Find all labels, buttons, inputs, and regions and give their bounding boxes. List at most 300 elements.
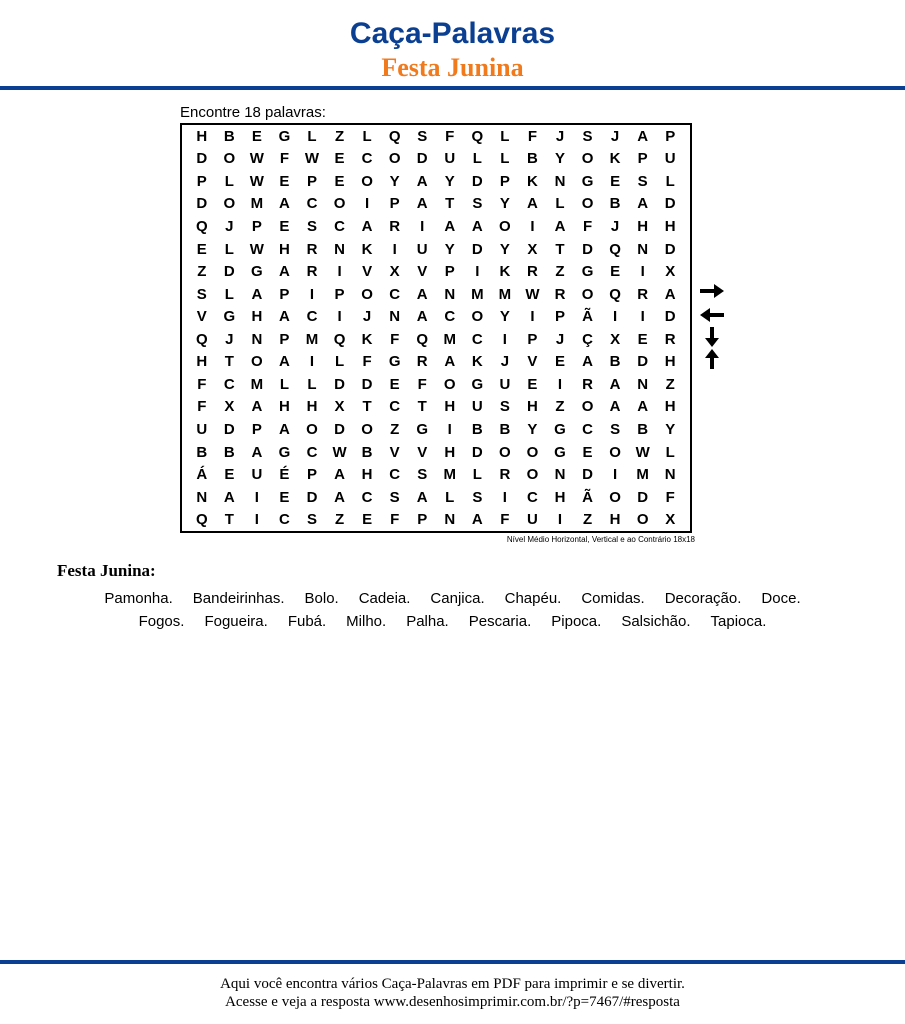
grid-letter: Y [444, 172, 455, 190]
grid-letter: D [637, 488, 649, 506]
grid-letter: O [223, 150, 236, 168]
grid-letter: Ã [582, 308, 593, 326]
grid-letter: C [306, 195, 318, 213]
grid-letter: V [417, 263, 428, 281]
grid-letter: F [279, 150, 290, 168]
grid-letter: E [527, 375, 538, 393]
footer-line-1: Aqui você encontra vários Caça-Palavras em PDF para imprimir e se divertir. [220, 976, 685, 992]
grid-letter: O [609, 443, 621, 461]
arrow-down-icon [698, 326, 726, 348]
grid-letter: F [390, 511, 400, 529]
grid-letter: K [361, 330, 373, 348]
grid-letter: L [472, 466, 482, 484]
grid-letter: C [527, 488, 538, 506]
grid-letter: W [249, 172, 264, 190]
grid-letter: A [444, 217, 456, 235]
grid-letter: Y [499, 195, 510, 213]
grid-letter: B [637, 420, 649, 438]
grid-letter: O [499, 217, 511, 235]
grid-letter: I [337, 263, 342, 281]
grid-letter: D [664, 308, 676, 326]
grid-letter: T [224, 353, 234, 371]
grid-letter: V [389, 443, 400, 461]
grid-letter: E [362, 511, 373, 529]
grid-letter: I [613, 308, 618, 326]
grid-letter: Z [582, 511, 593, 529]
grid-letter: P [279, 285, 290, 303]
grid-letter: W [635, 443, 650, 461]
puzzle-instruction: Encontre 18 palavras: [180, 104, 326, 121]
grid-letter: V [417, 443, 428, 461]
grid-letter: D [361, 375, 373, 393]
grid-letter: J [225, 330, 234, 348]
grid-letter: U [444, 150, 456, 168]
grid-letter: J [555, 127, 565, 145]
arrow-up-icon [698, 348, 726, 370]
grid-letter: D [306, 488, 318, 506]
grid-letter: E [610, 263, 621, 281]
grid-letter: D [471, 240, 483, 258]
grid-letter: A [416, 195, 428, 213]
grid-letter: I [502, 330, 507, 348]
grid-letter: S [306, 217, 317, 235]
word-item: Fogos. [138, 613, 185, 630]
grid-letter: H [664, 217, 676, 235]
grid-letter: T [224, 511, 234, 529]
grid-letter: A [334, 466, 345, 484]
grid-letter: E [389, 375, 400, 393]
grid-letter: T [445, 195, 455, 213]
grid-letter: E [610, 172, 621, 190]
grid-letter: P [279, 330, 290, 348]
grid-letter: X [665, 511, 676, 529]
word-item: Doce. [761, 590, 801, 607]
grid-letter: G [581, 263, 594, 281]
word-item: Pescaria. [468, 613, 532, 630]
grid-letter: U [527, 511, 538, 529]
grid-letter: M [443, 330, 457, 348]
grid-letter: P [334, 285, 345, 303]
grid-letter: R [527, 263, 538, 281]
word-item: Salsichão. [621, 613, 691, 630]
grid-letter: L [362, 127, 372, 145]
grid-letter: E [279, 217, 290, 235]
grid-letter: H [361, 466, 373, 484]
grid-letter: S [499, 398, 510, 416]
grid-letter: W [525, 285, 540, 303]
grid-letter: A [334, 488, 345, 506]
arrow-left-icon [698, 304, 726, 326]
grid-letter: O [581, 285, 594, 303]
grid-letter: P [417, 511, 428, 529]
grid-letter: M [250, 195, 264, 213]
grid-letter: G [416, 420, 429, 438]
grid-letter: C [582, 420, 593, 438]
grid-letter: O [526, 466, 539, 484]
grid-letter: W [304, 150, 320, 168]
page-subtitle: Festa Junina [381, 53, 524, 82]
grid-letter: G [554, 443, 566, 461]
grid-letter: L [279, 375, 290, 393]
grid-letter: K [527, 172, 538, 190]
grid-letter: O [581, 150, 594, 168]
grid-letter: N [444, 285, 456, 303]
word-list-row-1 [0, 589, 905, 609]
grid-letter: Q [333, 330, 346, 348]
grid-letter: I [420, 217, 425, 235]
grid-letter: E [251, 127, 262, 145]
grid-letter: N [554, 466, 566, 484]
grid-letter: R [306, 263, 318, 281]
grid-letter: I [309, 285, 315, 303]
grid-letter: N [334, 240, 345, 258]
grid-letter: A [637, 195, 649, 213]
grid-letter: I [337, 308, 342, 326]
grid-letter: Q [416, 330, 429, 348]
grid-letter: W [249, 240, 264, 258]
grid-letter: Z [555, 263, 565, 281]
grid-letter: A [637, 127, 649, 145]
grid-letter: L [224, 285, 234, 303]
grid-letter: C [361, 150, 373, 168]
grid-letter: I [640, 308, 645, 326]
grid-letter: I [530, 308, 535, 326]
grid-letter: R [389, 217, 401, 235]
grid-letter: Y [554, 150, 565, 168]
footer-line-2: Acesse e veja a resposta www.desenhosimprimir.com.br/?p=7467/#resposta [225, 994, 680, 1010]
grid-letter: C [389, 285, 401, 303]
grid-letter: Z [334, 511, 345, 529]
grid-letter: N [554, 172, 566, 190]
grid-letter: I [557, 511, 563, 529]
grid-letter: F [390, 330, 400, 348]
grid-letter: L [665, 443, 675, 461]
grid-letter: I [254, 488, 259, 506]
grid-letter: I [392, 240, 397, 258]
grid-letter: Ç [582, 330, 593, 348]
grid-letter: L [307, 375, 317, 393]
grid-letter: Z [665, 375, 675, 393]
grid-letter: C [306, 443, 318, 461]
grid-letter: Y [444, 240, 455, 258]
grid-letter: P [637, 150, 648, 168]
grid-letter: K [499, 263, 511, 281]
grid-letter: S [389, 488, 400, 506]
grid-letter: O [223, 195, 236, 213]
grid-letter: F [197, 398, 207, 416]
grid-letter: S [582, 127, 593, 145]
grid-letter: X [389, 263, 400, 281]
grid-letter: A [416, 172, 428, 190]
grid-letter: I [475, 263, 480, 281]
grid-letter: C [444, 308, 456, 326]
grid-letter: Q [609, 240, 621, 258]
grid-letter: L [472, 150, 482, 168]
grid-letter: R [637, 285, 649, 303]
grid-letter: A [251, 443, 263, 461]
grid-letter: S [637, 172, 648, 190]
grid-letter: F [197, 375, 207, 393]
grid-letter: O [361, 420, 373, 438]
grid-letter: P [554, 308, 565, 326]
grid-letter: A [471, 217, 483, 235]
grid-letter: Q [471, 127, 484, 145]
grid-letter: F [445, 127, 455, 145]
grid-letter: X [334, 398, 345, 416]
grid-letter: L [500, 150, 510, 168]
grid-letter: U [664, 150, 676, 168]
grid-letter: I [613, 466, 618, 484]
grid-letter: I [365, 195, 370, 213]
grid-letter: A [279, 420, 290, 438]
grid-letter: E [554, 353, 565, 371]
grid-letter: D [196, 195, 208, 213]
grid-letter: T [362, 398, 372, 416]
grid-letter: A [609, 375, 621, 393]
grid-letter: O [581, 398, 594, 416]
grid-letter: J [610, 217, 620, 235]
grid-letter: D [223, 263, 235, 281]
grid-letter: D [334, 420, 345, 438]
grid-letter: A [416, 285, 428, 303]
grid-letter: O [636, 511, 649, 529]
grid-letter: Z [390, 420, 400, 438]
grid-letter: K [471, 353, 483, 371]
grid-letter: Q [195, 217, 208, 235]
grid-letter: U [196, 420, 208, 438]
grid-letter: J [362, 308, 372, 326]
word-item: Comidas. [581, 590, 645, 607]
grid-letter: O [251, 353, 263, 371]
grid-letter: A [416, 488, 428, 506]
grid-letter: I [309, 353, 315, 371]
grid-letter: L [665, 172, 675, 190]
grid-letter: K [609, 150, 621, 168]
grid-letter: S [417, 466, 428, 484]
grid-letter: S [472, 488, 483, 506]
grid-letter: É [279, 466, 290, 484]
grid-letter: S [472, 195, 483, 213]
word-item: Pipoca. [551, 613, 602, 630]
grid-letter: N [444, 511, 456, 529]
grid-letter: H [609, 511, 621, 529]
word-list-heading: Festa Junina: [57, 561, 156, 580]
grid-letter: U [416, 240, 428, 258]
word-item: Milho. [346, 613, 387, 630]
grid-letter: B [609, 195, 621, 213]
grid-letter: B [527, 150, 538, 168]
grid-letter: K [361, 240, 373, 258]
grid-letter: R [554, 285, 566, 303]
grid-letter: O [499, 443, 511, 461]
grid-letter: D [334, 375, 345, 393]
grid-letter: L [224, 172, 234, 190]
grid-letter: D [223, 420, 235, 438]
grid-letter: P [306, 172, 317, 190]
grid-letter: V [362, 263, 373, 281]
grid-letter: X [665, 263, 676, 281]
grid-letter: P [444, 263, 455, 281]
grid-letter: H [279, 398, 290, 416]
grid-letter: O [361, 285, 373, 303]
grid-letter: R [306, 240, 318, 258]
word-item: Chapéu. [504, 590, 562, 607]
grid-letter: L [307, 127, 317, 145]
grid-letter: C [306, 308, 318, 326]
grid-letter: A [279, 195, 290, 213]
word-item: Bandeirinhas. [192, 590, 285, 607]
word-list-row-2 [0, 612, 905, 632]
grid-letter: J [555, 330, 565, 348]
grid-letter: O [388, 150, 401, 168]
grid-letter: C [223, 375, 235, 393]
grid-letter: B [223, 127, 235, 145]
grid-letter: Y [499, 308, 510, 326]
arrow-right-icon [698, 280, 726, 302]
grid-letter: C [389, 398, 401, 416]
grid-letter: G [471, 375, 484, 393]
grid-letter: L [555, 195, 565, 213]
page-title: Caça-Palavras [349, 17, 556, 50]
grid-letter: F [665, 488, 675, 506]
grid-letter: B [609, 353, 621, 371]
grid-letter: O [333, 195, 346, 213]
grid-letter: F [362, 353, 372, 371]
grid-letter: A [416, 308, 428, 326]
grid-letter: P [306, 466, 317, 484]
grid-letter: J [500, 353, 510, 371]
grid-letter: J [610, 127, 620, 145]
grid-letter: H [196, 127, 208, 145]
grid-letter: P [251, 420, 262, 438]
grid-letter: H [664, 353, 676, 371]
grid-letter: L [224, 240, 234, 258]
word-search-grid [180, 123, 692, 533]
grid-letter: G [388, 353, 401, 371]
header-divider [0, 86, 905, 90]
grid-letter: Q [195, 330, 208, 348]
grid-letter: I [254, 511, 259, 529]
grid-letter: P [499, 172, 510, 190]
grid-letter: A [279, 308, 290, 326]
grid-letter: R [416, 353, 428, 371]
grid-letter: Z [197, 263, 207, 281]
grid-letter: E [279, 172, 290, 190]
grid-letter: H [444, 398, 456, 416]
grid-letter: R [664, 330, 676, 348]
grid-letter: T [555, 240, 565, 258]
grid-letter: A [361, 217, 373, 235]
grid-letter: Ã [582, 488, 593, 506]
word-item: Cadeia. [358, 590, 411, 607]
grid-letter: I [502, 488, 507, 506]
grid-letter: V [527, 353, 538, 371]
grid-letter: P [389, 195, 400, 213]
grid-letter: T [417, 398, 427, 416]
grid-letter: X [610, 330, 621, 348]
grid-letter: C [361, 488, 373, 506]
grid-letter: I [447, 420, 452, 438]
grid-letter: S [306, 511, 317, 529]
grid-letter: H [251, 308, 263, 326]
grid-letter: D [637, 353, 649, 371]
grid-letter: Y [499, 240, 510, 258]
grid-letter: G [278, 443, 291, 461]
grid-letter: C [279, 511, 290, 529]
grid-letter: H [444, 443, 456, 461]
grid-letter: P [196, 172, 207, 190]
grid-letter: F [417, 375, 427, 393]
grid-letter: A [527, 195, 538, 213]
grid-letter: E [582, 443, 593, 461]
grid-letter: P [251, 217, 262, 235]
grid-letter: M [305, 330, 319, 348]
grid-letter: O [306, 420, 318, 438]
word-item: Fogueira. [204, 613, 268, 630]
grid-letter: E [196, 240, 207, 258]
grid-letter: E [334, 172, 345, 190]
grid-letter: A [664, 285, 676, 303]
grid-letter: F [527, 127, 538, 145]
grid-letter: N [196, 488, 208, 506]
grid-letter: L [500, 127, 510, 145]
grid-letter: C [334, 217, 345, 235]
grid-letter: A [609, 398, 621, 416]
grid-letter: S [417, 127, 428, 145]
grid-letter: D [471, 443, 483, 461]
grid-letter: A [444, 353, 456, 371]
grid-letter: E [334, 150, 345, 168]
grid-letter: M [498, 285, 512, 303]
grid-letter: R [582, 375, 593, 393]
grid-letter: O [609, 488, 621, 506]
grid-letter: G [581, 172, 594, 190]
grid-letter: P [665, 127, 676, 145]
grid-letter: Z [555, 398, 565, 416]
grid-letter: N [637, 240, 649, 258]
grid-letter: D [664, 240, 676, 258]
grid-letter: A [554, 217, 566, 235]
grid-letter: D [196, 150, 208, 168]
grid-letter: Q [609, 285, 621, 303]
level-note: Nível Médio Horizontal, Vertical e ao Contrário 18x18 [506, 535, 695, 544]
grid-letter: O [361, 172, 373, 190]
grid-letter: Q [195, 511, 208, 529]
grid-letter: Á [196, 466, 208, 484]
grid-letter: L [334, 353, 345, 371]
grid-letter: E [224, 466, 235, 484]
grid-letter: B [361, 443, 373, 461]
grid-letter: G [278, 127, 291, 145]
grid-letter: W [249, 150, 264, 168]
grid-letter: A [279, 353, 290, 371]
grid-letter: P [527, 330, 538, 348]
grid-letter: X [224, 398, 235, 416]
grid-letter: N [664, 466, 676, 484]
grid-letter: L [445, 488, 455, 506]
grid-letter: Q [388, 127, 401, 145]
grid-letter: E [637, 330, 648, 348]
grid-letter: O [471, 308, 484, 326]
grid-letter: A [251, 398, 263, 416]
grid-letter: I [530, 217, 535, 235]
grid-letter: C [471, 330, 483, 348]
grid-letter: A [223, 488, 235, 506]
grid-letter: O [581, 195, 594, 213]
grid-letter: B [499, 420, 511, 438]
grid-letter: M [250, 375, 264, 393]
grid-letter: N [389, 308, 401, 326]
